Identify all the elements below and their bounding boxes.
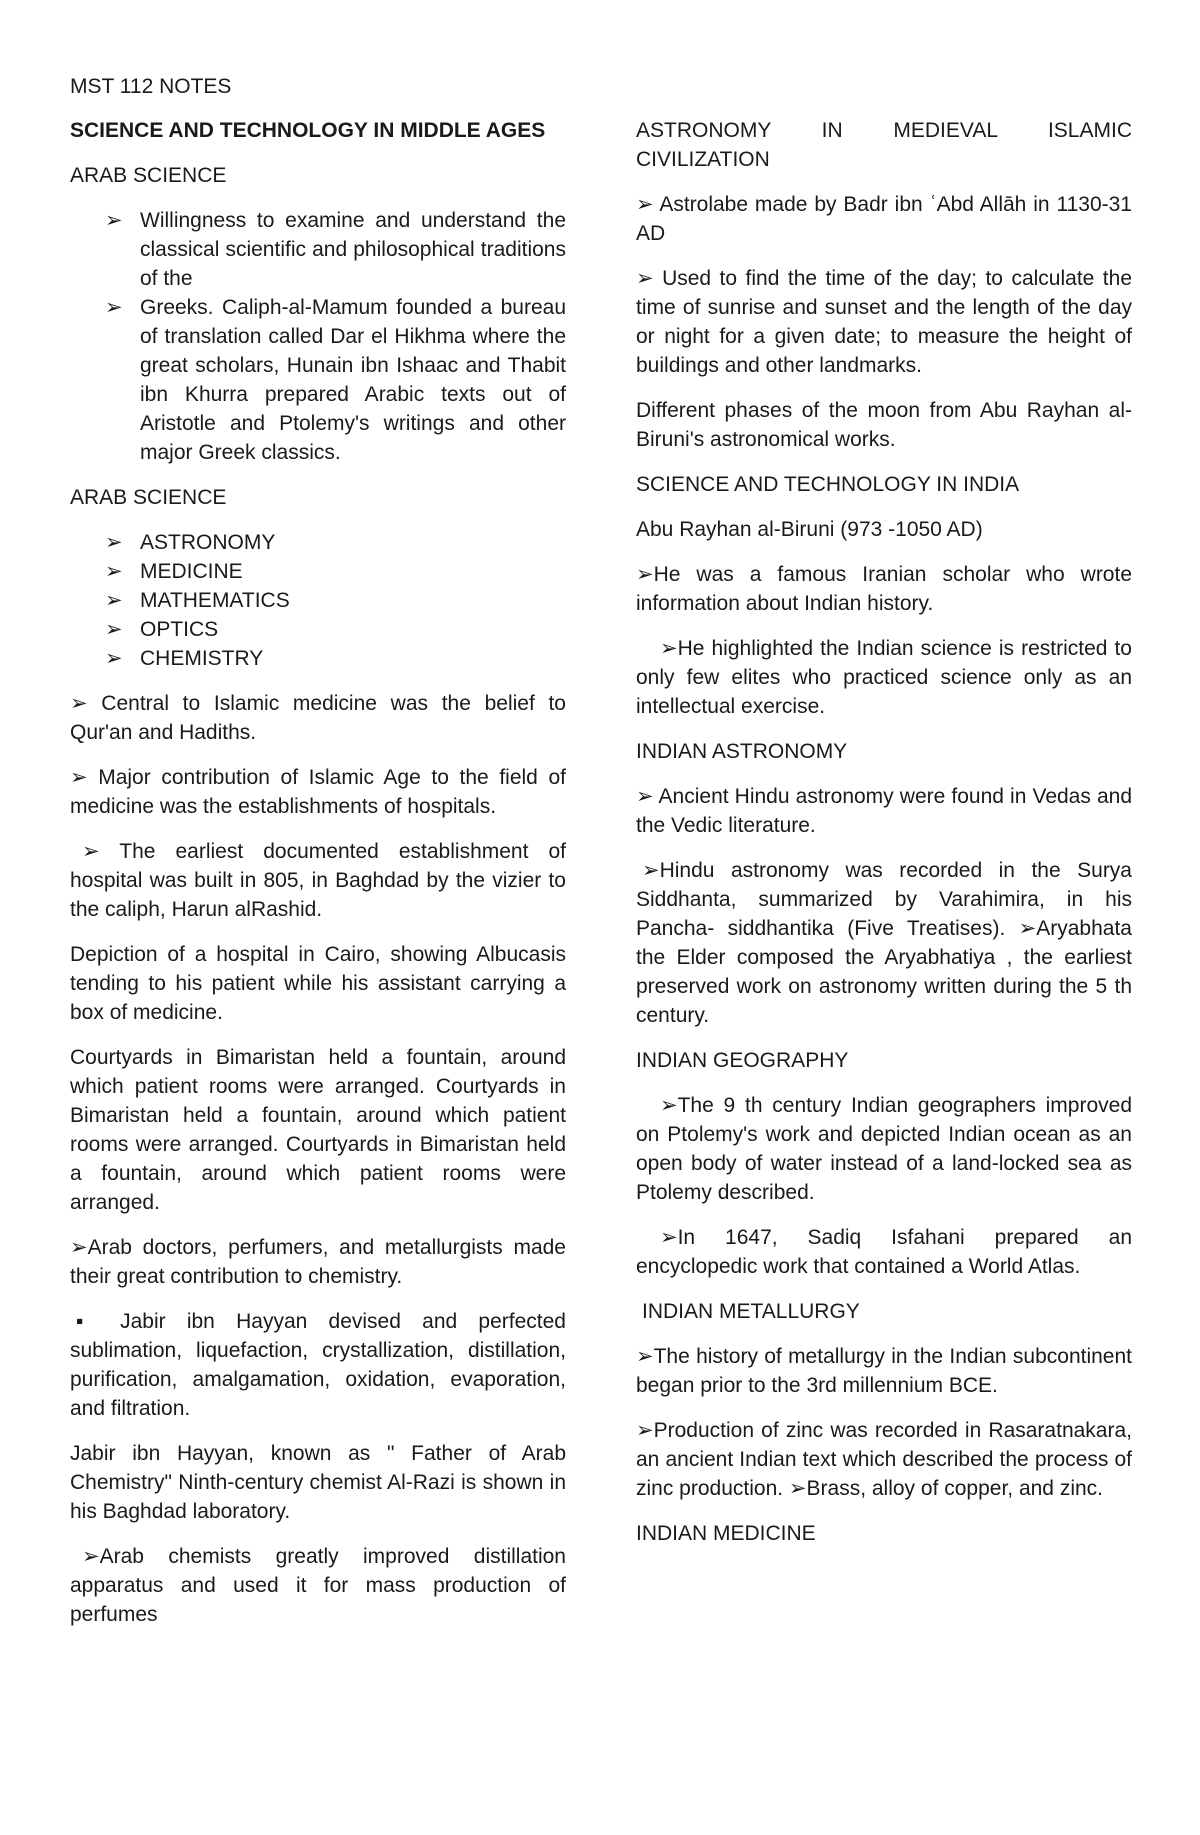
list-item: ➢ CHEMISTRY [70,644,566,673]
paragraph: ➢Arab doctors, perfumers, and metallurgists made their great contribution to chemistry. [70,1236,566,1288]
paragraph: ➢The 9 th century Indian geographers improved on Ptolemy's work and depicted Indian ocean as an open body of water instead of a land-locked sea as Ptolemy described. [636,1094,1132,1204]
arrow-bullet-icon: ➢ [105,560,123,583]
paragraph: Depiction of a hospital in Cairo, showing Albucasis tending to his patient while his assistant carrying a box of medicine. [70,943,566,1024]
paragraph: ➢ Major contribution of Islamic Age to the field of medicine was the establishments of hospitals. [70,766,566,818]
list-item: ➢ MEDICINE [70,557,566,586]
paragraph: ➢ Used to find the time of the day; to calculate the time of sunrise and sunset and the length of the day or night for a given date; to measure the height of buildings and other landmarks. [636,267,1132,377]
arrow-bullet-icon: ➢ [105,531,123,554]
section-heading-indian-geography: INDIAN GEOGRAPHY [636,1049,849,1072]
arrow-bullet-icon: ➢ [105,647,123,670]
section-heading-india: SCIENCE AND TECHNOLOGY IN INDIA [636,473,1020,496]
paragraph: ➢ Astrolabe made by Badr ibn ʿAbd Allāh in 1130-31 AD [636,193,1132,245]
list-item: ➢ ASTRONOMY [70,528,566,557]
paragraph: ➢ Central to Islamic medicine was the belief to Qur'an and Hadiths. [70,692,566,744]
paragraph: ➢Production of zinc was recorded in Rasaratnakara, an ancient Indian text which described the process of zinc production. ➢Brass, alloy of copper, and zinc. [636,1419,1132,1500]
arrow-bullet-icon: ➢ [105,589,123,612]
arab-science-fields-list [70,528,566,673]
paragraph: ➢He was a famous Iranian scholar who wrote information about Indian history. [636,563,1132,615]
paragraph: Courtyards in Bimaristan held a fountain, around which patient rooms were arranged. Courtyards in Bimaristan held a fountain, around which patient rooms were arranged. Courtyards in Bimaristan held a fountain, around which patient rooms were arranged. [70,1046,566,1214]
arrow-bullet-icon: ➢ [105,296,123,319]
paragraph: ➢The history of metallurgy in the Indian subcontinent began prior to the 3rd millennium BCE. [636,1345,1132,1397]
right-column [636,116,1132,1564]
paragraph: Abu Rayhan al-Biruni (973 -1050 AD) [636,518,983,541]
paragraph: Different phases of the moon from Abu Rayhan al- Biruni's astronomical works. [636,399,1132,451]
paragraph: ➢ Ancient Hindu astronomy were found in Vedas and the Vedic literature. [636,785,1132,837]
left-column [70,116,566,1645]
page-title: MST 112 NOTES [70,75,232,98]
list-item: ➢ Willingness to examine and understand the classical scientific and philosophical traditions of the [70,206,566,293]
section-heading-indian-metallurgy: INDIAN METALLURGY [642,1300,860,1323]
arrow-bullet-icon: ➢ [105,618,123,641]
section-heading-astronomy: ASTRONOMY IN MEDIEVAL ISLAMIC CIVILIZATION [636,119,1132,171]
arab-science-list [70,206,566,467]
main-heading: SCIENCE AND TECHNOLOGY IN MIDDLE AGES [70,119,546,142]
paragraph: Jabir ibn Hayyan, known as " Father of Arab Chemistry" Ninth-century chemist Al-Razi is shown in his Baghdad laboratory. [70,1442,566,1523]
paragraph: ▪ Jabir ibn Hayyan devised and perfected sublimation, liquefaction, crystallization, distillation, purification, amalgamation, oxidation, evaporation, and filtration. [70,1310,566,1420]
paragraph: ➢In 1647, Sadiq Isfahani prepared an encyclopedic work that contained a World Atlas. [636,1226,1132,1278]
list-item: ➢ Greeks. Caliph-al-Mamum founded a bureau of translation called Dar el Hikhma where the great scholars, Hunain ibn Ishaac and Thabit ibn Khurra prepared Arabic texts out of Aristotle and Ptolemy's writings and other major Greek classics. [70,293,566,467]
paragraph: ➢He highlighted the Indian science is restricted to only few elites who practiced science only as an intellectual exercise. [636,637,1132,718]
paragraph: ➢Hindu astronomy was recorded in the Surya Siddhanta, summarized by Varahimira, in his Pancha- siddhantika (Five Treatises). ➢Aryabhata the Elder composed the Aryabhatiya , the earliest preserved work on astronomy written during the 5 th century. [636,859,1132,1027]
list-item: ➢ OPTICS [70,615,566,644]
section-heading-indian-astronomy: INDIAN ASTRONOMY [636,740,848,763]
arrow-bullet-icon: ➢ [105,209,123,232]
paragraph: ➢ The earliest documented establishment of hospital was built in 805, in Baghdad by the vizier to the caliph, Harun alRashid. [70,840,566,921]
paragraph: ➢Arab chemists greatly improved distillation apparatus and used it for mass production of perfumes [70,1545,566,1626]
list-item: ➢ MATHEMATICS [70,586,566,615]
section-heading-indian-medicine: INDIAN MEDICINE [636,1522,816,1545]
section-heading-arab-science: ARAB SCIENCE [70,486,227,509]
section-heading-arab-science: ARAB SCIENCE [70,164,227,187]
